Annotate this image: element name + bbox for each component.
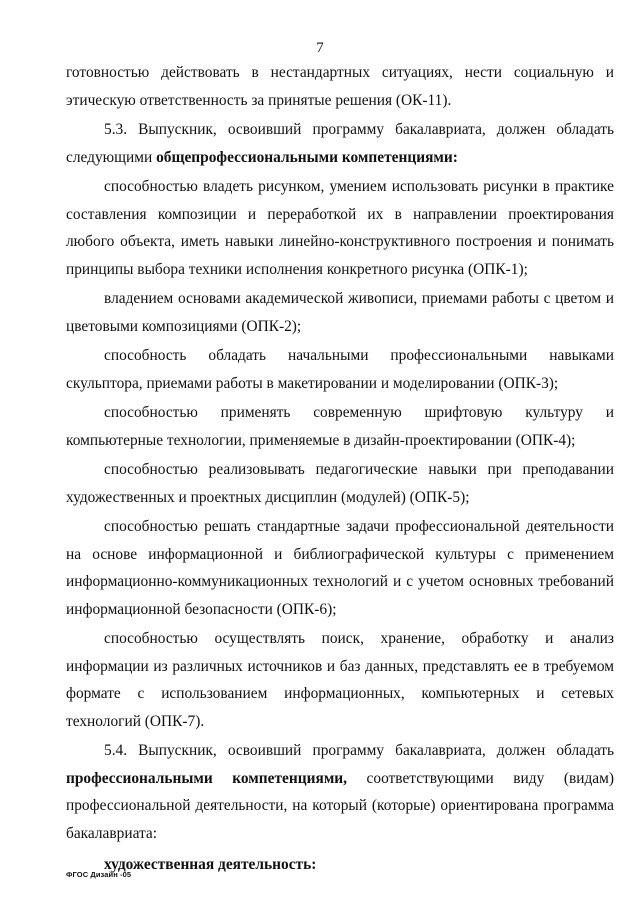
paragraph-opk3: способность обладать начальными профессиональными навыками скульптора, приемами работы в макетировании и моделировании (ОПК-3); [66,347,614,392]
paragraph-5-3-text: 5.3. Выпускник, освоивший программу бакалавриата, должен обладать следующими [66,121,614,166]
paragraph-ok11: готовностью действовать в нестандартных ситуациях, нести социальную и этическую ответственность за принятые решения (ОК-11). [66,64,614,109]
paragraph-opk7: способностью осуществлять поиск, хранение, обработку и анализ информации из различных источников и баз данных, представлять ее в требуемом формате с использованием информационных, компьютерных и сетевых технологий (ОПК-7). [66,630,614,730]
footer-label: ФГОС Дизайн -05 [66,870,132,879]
section-heading: художественная деятельность: [104,856,317,873]
paragraph-5-4-text: 5.4. Выпускник, освоивший программу бакалавриата, должен обладать [104,742,614,759]
paragraph-5-4-bold: профессиональными компетенциями, [66,769,348,787]
paragraph-5-4 [66,737,614,847]
paragraph-5-3 [66,116,614,171]
paragraph-opk2: владением основами академической живописи, приемами работы с цветом и цветовыми композициями (ОПК-2); [66,290,614,335]
paragraph-opk5: способностью реализовывать педагогические навыки при преподавании художественных и проектных дисциплин (модулей) (ОПК-5); [66,461,614,506]
document-body [66,59,614,879]
paragraph-opk4: способностью применять современную шрифтовую культуру и компьютерные технологии, применяемые в дизайн-проектировании (ОПК-4); [66,404,614,449]
page-number: 7 [316,40,324,56]
paragraph-opk6: способностью решать стандартные задачи профессиональной деятельности на основе информационной и библиографической культуры с применением информационно-коммуникационных технологий и с учетом основных требований информационной безопасности (ОПК-6); [66,518,614,618]
paragraph-opk1: способностью владеть рисунком, умением использовать рисунки в практике составления композиции и переработкой их в направлении проектирования любого объекта, иметь навыки линейно-конструктивного построения и понимать принципы выбора техники исполнения конкретного рисунка (ОПК-1); [66,178,614,278]
paragraph-5-4-tail: соответствующими виду (видам) профессиональной деятельности, на который (которые) ориентирована программа бакалавриата: [66,769,614,842]
paragraph-5-3-bold: общепрофессиональными компетенциями: [156,148,458,166]
